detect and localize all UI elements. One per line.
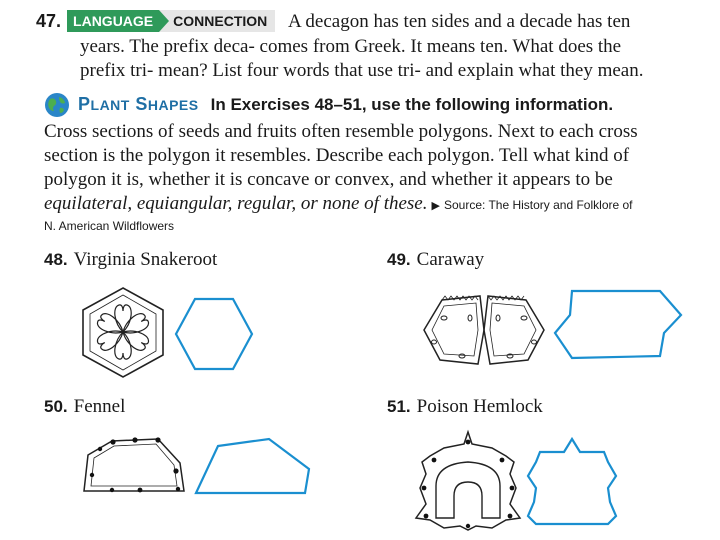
exercise-48-label: 48. Virginia Snakeroot: [44, 249, 218, 270]
plant-shapes-line-1: Cross sections of seeds and fruits often resemble polygons. Next to each cross: [44, 121, 638, 142]
plant-shapes-line-4: equilateral, equiangular, regular, or none of these. ▶ Source: The History and Folklore of: [44, 193, 633, 214]
octagon-polygon: [552, 288, 684, 364]
plant-shapes-heading: [78, 94, 613, 115]
globe-icon: [44, 92, 70, 118]
exercise-47-header: [36, 10, 275, 32]
exercise-47-line-2: years. The prefix deca- comes from Greek. It means ten. What does the: [80, 36, 622, 57]
pentagon-polygon: [193, 436, 313, 496]
connection-tag: CONNECTION: [159, 10, 275, 32]
plant-shapes-title: PLANT SHAPES: [78, 94, 199, 114]
plant-shapes-line-3: polygon it is, whether it is concave or convex, and whether it appears to be: [44, 169, 613, 190]
hexagon-polygon: [173, 296, 255, 372]
exercise-51-label: 51. Poison Hemlock: [387, 396, 543, 417]
language-tag: LANGUAGE: [67, 10, 159, 32]
caraway-cross-section-drawing: [420, 290, 548, 370]
exercise-50-label: 50. Fennel: [44, 396, 126, 417]
poison-hemlock-cross-section-drawing: [412, 430, 524, 532]
exercise-47-line-3: prefix tri- mean? List four words that use tri- and explain what they mean.: [80, 60, 644, 81]
source-text: Source: The History and Folklore of: [443, 198, 633, 212]
source-continued: N. American Wildflowers: [44, 219, 175, 233]
hemlock-polygon: [526, 436, 618, 528]
plant-shapes-line-2: section is the polygon it resembles. Describe each polygon. Tell what kind of: [44, 145, 630, 166]
plant-shapes-lead: In Exercises 48–51, use the following information.: [210, 95, 614, 114]
exercise-47-line-1: A decagon has ten sides and a decade has ten: [288, 11, 631, 32]
exercise-number: 47.: [36, 10, 62, 31]
play-arrow-icon: ▶: [431, 200, 440, 212]
exercise-49-label: 49. Caraway: [387, 249, 485, 270]
snakeroot-cross-section-drawing: [78, 285, 168, 380]
fennel-cross-section-drawing: [80, 433, 190, 495]
